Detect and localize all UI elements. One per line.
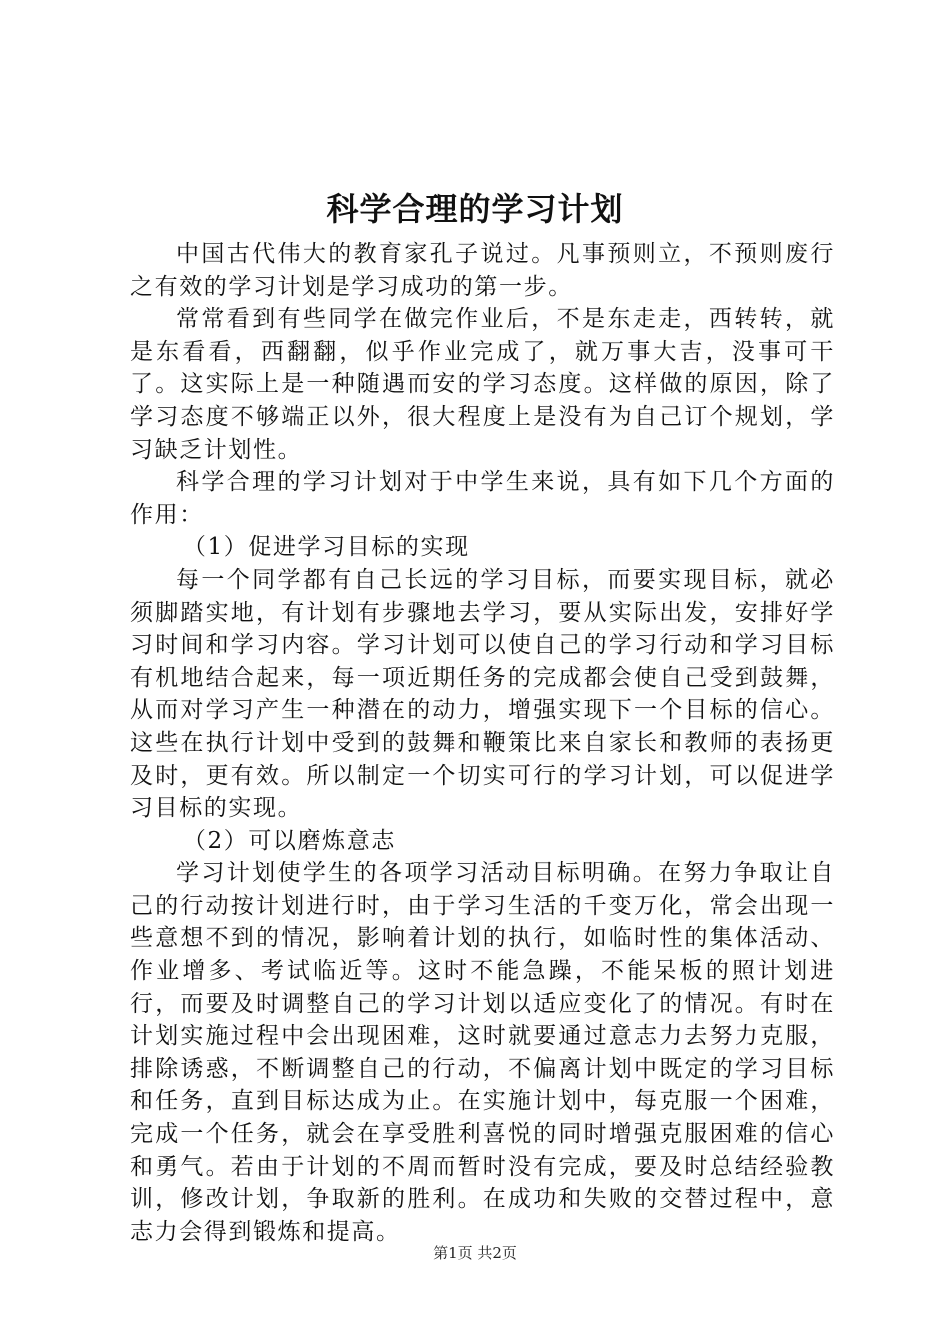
document-body — [130, 238, 835, 1248]
page-footer: 第1页 共2页 — [433, 1244, 517, 1262]
section-heading-1: （1）促进学习目标的实现 — [182, 534, 470, 561]
document-title: 科学合理的学习计划 — [326, 190, 624, 228]
section-heading-2: （2）可以磨炼意志 — [182, 827, 396, 854]
paragraph-willpower: 学习计划使学生的各项学习活动目标明确。在努力争取让自己的行动按计划进行时，由于学习生活的千变万化，常会出现一些意想不到的情况，影响着计划的执行，如临时性的集体活动、作业增多、考试临近等。这时不能急躁，不能呆板的照计划进行，而要及时调整自己的学习计划以适应变化了的情况。有时在计划实施过程中会出现困难，这时就要通过意志力去努力克服，排除诱惑，不断调整自己的行动，不偏离计划中既定的学习目标和任务，直到目标达成为止。在实施计划中，每克服一个困难，完成一个任务，就会在享受胜利喜悦的同时增强克服困难的信心和勇气。若由于计划的不周而暂时没有完成，要及时总结经验教训，修改计划，争取新的胜利。在成功和失败的交替过程中，意志力会得到锻炼和提高。 — [130, 860, 835, 1245]
paragraph-functions: 科学合理的学习计划对于中学生来说，具有如下几个方面的作用： — [130, 469, 835, 528]
paragraph-observation: 常常看到有些同学在做完作业后，不是东走走，西转转，就是东看看，西翻翻，似乎作业完成了，就万事大吉，没事可干了。这实际上是一种随遇而安的学习态度。这样做的原因，除了学习态度不够端正以外，很大程度上是没有为自己订个规划，学习缺乏计划性。 — [130, 306, 835, 463]
paragraph-goals: 每一个同学都有自己长远的学习目标，而要实现目标，就必须脚踏实地，有计划有步骤地去学习，要从实际出发，安排好学习时间和学习内容。学习计划可以使自己的学习行动和学习目标有机地结合起来，每一项近期任务的完成都会使自己受到鼓舞，从而对学习产生一种潜在的动力，增强实现下一个目标的信心。这些在执行计划中受到的鼓舞和鞭策比来自家长和教师的表扬更及时，更有效。所以制定一个切实可行的学习计划，可以促进学习目标的实现。 — [130, 566, 835, 822]
paragraph-intro: 中国古代伟大的教育家孔子说过。凡事预则立，不预则废行之有效的学习计划是学习成功的第一步。 — [130, 241, 835, 300]
